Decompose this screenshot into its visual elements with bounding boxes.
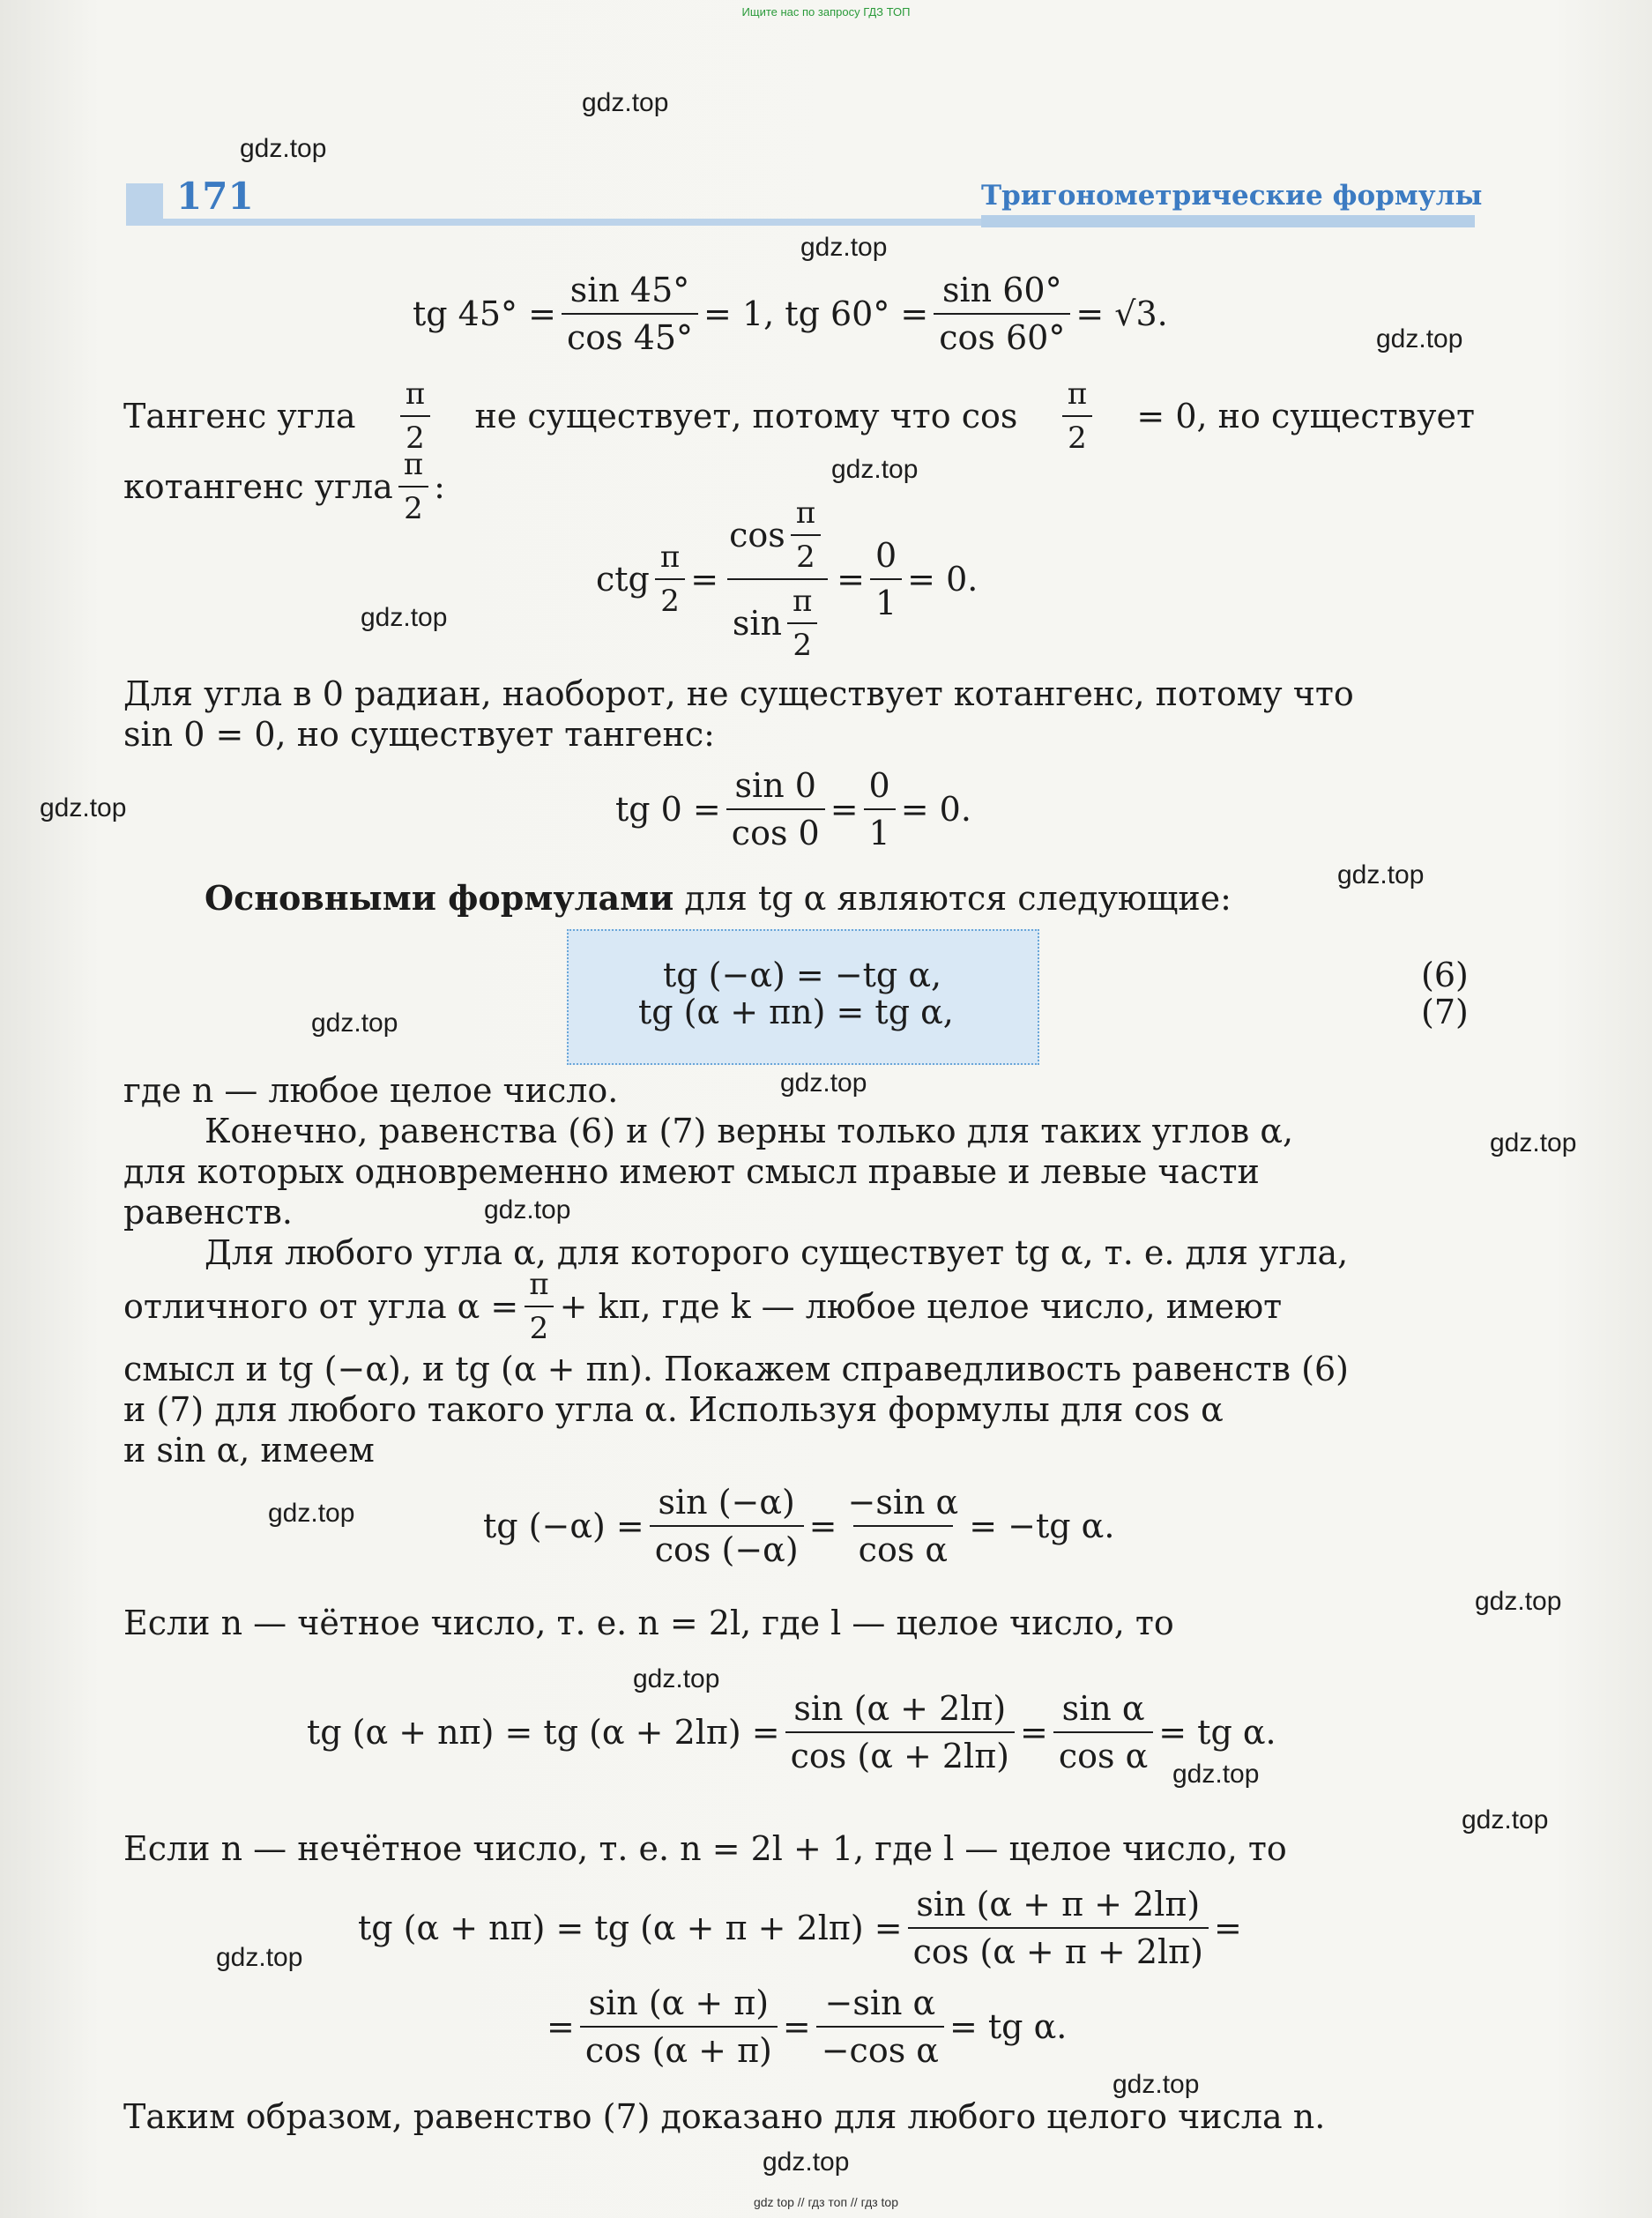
formula-part: = [1213,1909,1242,1947]
formula-part: = 0. [900,790,971,829]
formula-part: = 0. [907,560,979,599]
fraction-numerator: π [793,584,813,619]
watermark: gdz.top [1376,324,1463,354]
running-title-underline [981,215,1475,227]
text-fragment: котангенс угла [123,467,393,506]
fraction-numerator: π [1067,376,1088,412]
watermark: gdz.top [780,1068,867,1098]
fraction-denominator: 2 [655,578,685,619]
formula-part: = [547,2007,575,2046]
fraction [1062,376,1092,456]
text-fragment: отличного от угла α = [123,1287,519,1326]
watermark: gdz.top [1172,1760,1260,1789]
formula-part: = [808,1507,837,1545]
formula-part: cos [729,516,785,554]
watermark: gdz.top [268,1499,355,1528]
formula-part: = [830,790,859,829]
fraction [650,1483,804,1569]
fraction [1053,1689,1153,1775]
formula-part: = tg α. [949,2007,1068,2046]
top-note: Ищите нас по запросу ГДЗ ТОП [741,5,911,19]
fraction-numerator: π [529,1267,549,1302]
paragraph-line: смысл и tg (−α), и tg (α + πn). Покажем справедливость равенств (6) [123,1350,1349,1388]
fraction [524,1267,554,1346]
fraction-denominator: −cos α [816,2026,944,2070]
paragraph-line: Если n — чётное число, т. е. n = 2l, где l — целое число, то [123,1604,1174,1642]
formula-part: ctg [596,560,650,599]
text-fragment: = 0, но существует [1136,397,1475,435]
fraction-denominator: 2 [787,622,817,663]
fraction [864,766,896,852]
fraction-denominator [727,578,829,663]
fraction-denominator: cos 45° [562,313,698,357]
bold-term: Основными формулами [205,878,674,918]
fraction-numerator: sin 45° [569,271,690,309]
formula-tg45-tg60 [413,266,1168,361]
fraction [791,495,821,575]
formula-part: = [782,2007,811,2046]
bottom-note: gdz top // гдз топ // гдз top [753,2195,899,2209]
watermark: gdz.top [1490,1128,1577,1157]
fraction [580,1984,778,2070]
formula-part: = [1020,1713,1048,1752]
fraction-numerator: −sin α [847,1483,959,1522]
equation-number: (6) [1421,956,1469,994]
watermark: gdz.top [40,793,127,822]
formula-odd-case-line2 [547,1978,1067,2075]
formula-even-case [307,1684,1276,1781]
formula-part: tg (−α) = [483,1507,644,1545]
paragraph-line [123,444,445,529]
paragraph-line: Если n — нечётное число, т. е. n = 2l + 1, где l — целое число, то [123,1829,1287,1868]
fraction-denominator: cos 0 [726,808,825,852]
fraction [843,1483,964,1569]
formula-part: = tg α. [1158,1713,1276,1752]
watermark: gdz.top [1462,1805,1549,1835]
page-number: 171 [176,175,254,218]
paragraph-line: для которых одновременно имеют смысл правые и левые части [123,1152,1260,1191]
fraction-denominator: 2 [398,486,428,526]
fraction [562,271,698,357]
paragraph-line: и sin α, имеем [123,1431,375,1470]
fraction-numerator: −sin α [824,1984,936,2022]
fraction [726,766,825,852]
formula-part: tg (α + nπ) = tg (α + π + 2lπ) = [358,1909,903,1947]
paragraph-line: равенств. [123,1193,293,1232]
paragraph-line: sin 0 = 0, но существует тангенс: [123,715,715,754]
fraction-denominator: cos (α + 2lπ) [785,1731,1015,1775]
watermark: gdz.top [1475,1587,1562,1616]
fraction [785,1689,1015,1775]
fraction [934,271,1070,357]
fraction-numerator: π [795,495,816,531]
fraction [787,584,817,663]
formula-odd-case-line1 [358,1879,1242,1976]
watermark: gdz.top [216,1943,303,1972]
paragraph-line [205,878,1475,919]
paragraph-line: Таким образом, равенство (7) доказано для любого целого числа n. [123,2097,1326,2136]
formula-part: tg 45° = [413,294,556,333]
fraction-denominator: 2 [1062,415,1092,456]
fraction-numerator: 0 [868,766,890,805]
text-fragment: : [434,467,445,506]
fraction [655,540,685,619]
fraction-numerator: 0 [874,536,897,575]
watermark: gdz.top [311,1009,398,1038]
watermark: gdz.top [633,1664,720,1693]
formula-part: = 1, tg 60° = [703,294,929,333]
watermark: gdz.top [1337,860,1425,889]
fraction-numerator: sin 60° [942,271,1062,309]
text-fragment: Тангенс угла [123,397,356,435]
formula-part: = [690,560,719,599]
formula-part: sin [732,604,782,643]
fraction-denominator: 1 [870,578,902,622]
fraction-denominator: 2 [791,534,821,575]
formula-tg0 [615,765,971,853]
fraction [870,536,902,622]
watermark: gdz.top [582,88,669,117]
equation-number: (7) [1421,993,1469,1031]
watermark: gdz.top [831,455,919,484]
formula-7: tg (α + πn) = tg α, [638,993,954,1031]
fraction-numerator: π [659,540,681,575]
paragraph-line [123,1264,1282,1349]
fraction-numerator: sin (α + π) [588,1984,770,2022]
fraction-numerator: sin α [1061,1689,1145,1728]
formula-part: = −tg α. [969,1507,1115,1545]
fraction [816,1984,944,2070]
watermark: gdz.top [240,134,327,163]
fraction-numerator: sin (−α) [658,1483,795,1522]
fraction-numerator: π [405,376,426,412]
fraction-denominator: 2 [525,1306,554,1346]
running-title: Тригонометрические формулы [981,180,1483,212]
watermark: gdz.top [361,603,448,632]
fraction-denominator: 1 [864,808,896,852]
fraction-denominator: cos (α + π + 2lπ) [908,1927,1209,1971]
fraction-denominator: 2 [400,415,430,456]
formula-6: tg (−α) = −tg α, [663,956,942,994]
paragraph-line: Конечно, равенства (6) и (7) верны только для таких углов α, [205,1112,1294,1150]
fraction-denominator: cos (−α) [650,1525,804,1569]
fraction-numerator [724,495,831,578]
text-fragment: не существует, потому что cos [474,397,1018,435]
fraction-denominator: cos α [1053,1731,1153,1775]
formula-part: tg 0 = [615,790,721,829]
formula-part: tg (α + nπ) = tg (α + 2lπ) = [307,1713,780,1752]
fraction [908,1885,1209,1971]
paragraph-line: и (7) для любого такого угла α. Используя формулы для cos α [123,1390,1224,1429]
paragraph-line: где n — любое целое число. [123,1071,619,1110]
formula-part: = √3. [1075,294,1168,333]
watermark: gdz.top [763,2147,850,2177]
fraction-denominator: cos 60° [934,313,1070,357]
paragraph-line: Для угла в 0 радиан, наоборот, не существует котангенс, потому что [123,674,1354,713]
formula-part: = [837,560,865,599]
formula-ctg-pi-2 [596,495,978,663]
fraction-denominator: cos (α + π) [580,2026,778,2070]
fraction-numerator: sin 0 [734,766,816,805]
formula-tg-neg-alpha [483,1477,1114,1574]
watermark: gdz.top [800,233,888,262]
fraction-numerator: sin (α + π + 2lπ) [916,1885,1201,1924]
fraction-denominator: cos α [853,1525,953,1569]
paragraph-line: Для любого угла α, для которого существует tg α, т. е. для угла, [205,1233,1349,1272]
fraction [724,495,831,663]
watermark: gdz.top [1112,2070,1200,2099]
fraction [398,447,428,526]
fraction-numerator: π [403,447,424,482]
watermark: gdz.top [484,1195,571,1224]
fraction-numerator: sin (α + 2lπ) [793,1689,1007,1728]
text-fragment: + kπ, где k — любое целое число, имеют [559,1287,1283,1326]
text-fragment: для tg α являются следующие: [684,879,1232,918]
